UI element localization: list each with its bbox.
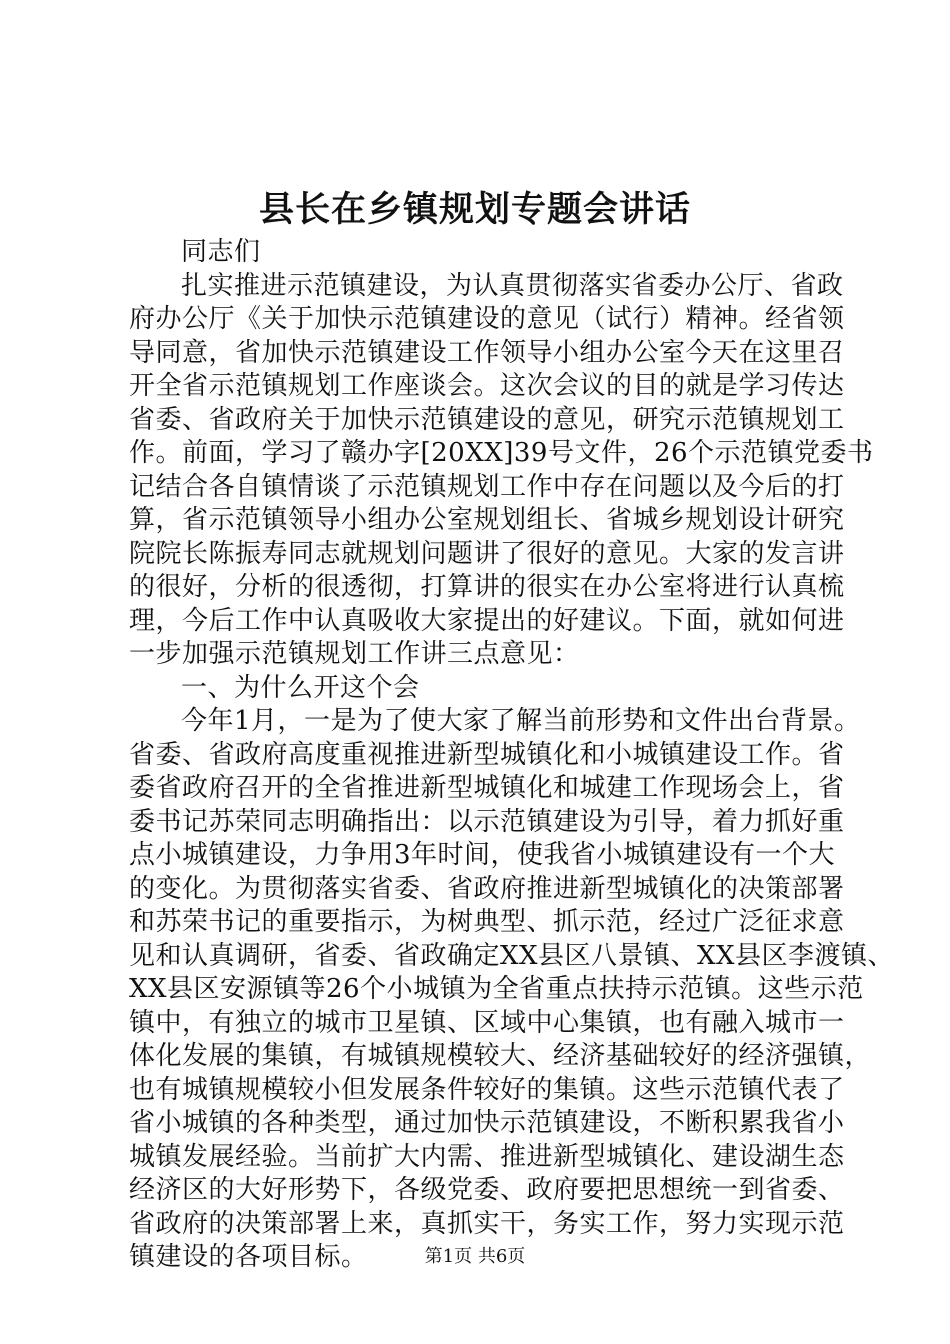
text-line: 的变化。为贯彻落实省委、省政府推进新型城镇化的决策部署	[129, 873, 845, 904]
text-line: 院院长陈振寿同志就规划问题讲了很好的意见。大家的发言讲	[129, 538, 845, 569]
text-line: 扎实推进示范镇建设，为认真贯彻落实省委办公厅、省政	[181, 270, 844, 301]
text-line: 府办公厅《关于加快示范镇建设的意见（试行）精神。经省领	[129, 304, 845, 334]
text-line: 理，今后工作中认真吸收大家提出的好建议。下面，就如何进	[129, 605, 845, 636]
text-line: 见和认真调研，省委、省政确定XX县区八景镇、XX县区李渡镇、	[129, 940, 895, 971]
text-line: 也有城镇规模较小但发展条件较好的集镇。这些示范镇代表了	[129, 1074, 845, 1105]
text-line: 省委、省政府高度重视推进新型城镇化和小城镇建设工作。省	[129, 739, 845, 770]
text-line: 记结合各自镇情谈了示范镇规划工作中存在问题以及今后的打	[129, 471, 845, 502]
text-line: 一、为什么开这个会	[181, 672, 420, 703]
text-line: 导同意，省加快示范镇建设工作领导小组办公室今天在这里召	[129, 337, 845, 368]
text-line: 一步加强示范镇规划工作讲三点意见：	[129, 639, 580, 669]
text-line: 省政府的决策部署上来，真抓实干，务实工作，努力实现示范	[129, 1208, 845, 1239]
text-line: 和苏荣书记的重要指示，为树典型、抓示范，经过广泛征求意	[129, 907, 845, 937]
text-line: 的很好，分析的很透彻，打算讲的很实在办公室将进行认真梳	[129, 572, 845, 602]
text-line: 镇中，有独立的城市卫星镇、区域中心集镇，也有融入城市一	[129, 1007, 845, 1038]
text-line: 委省政府召开的全省推进新型城镇化和城建工作现场会上，省	[129, 773, 845, 803]
text-line: 省小城镇的各种类型，通过加快示范镇建设，不断积累我省小	[129, 1108, 845, 1138]
text-line: 委书记苏荣同志明确指出：以示范镇建设为引导，着力抓好重	[129, 806, 845, 837]
text-line: 经济区的大好形势下，各级党委、政府要把思想统一到省委、	[129, 1175, 845, 1205]
text-line: XX县区安源镇等26个小城镇为全省重点扶持示范镇。这些示范	[129, 974, 864, 1004]
text-line: 今年1月，一是为了使大家了解当前形势和文件出台背景。	[181, 706, 861, 736]
text-line: 城镇发展经验。当前扩大内需、推进新型城镇化、建设湖生态	[129, 1141, 845, 1172]
document-body	[129, 236, 895, 1275]
text-line: 同志们	[181, 237, 261, 267]
text-line: 作。前面，学习了赣办字[20XX]39号文件，26个示范镇党委书	[129, 438, 874, 468]
text-line: 算，省示范镇领导小组办公室规划组长、省城乡规划设计研究	[129, 505, 845, 535]
text-line: 体化发展的集镇，有城镇规模较大、经济基础较好的经济强镇，	[129, 1041, 872, 1071]
text-line: 省委、省政府关于加快示范镇建设的意见，研究示范镇规划工	[129, 404, 845, 435]
page-footer: 第1页 共6页	[424, 1246, 526, 1267]
document-title: 县长在乡镇规划专题会讲话	[258, 189, 691, 230]
text-line: 开全省示范镇规划工作座谈会。这次会议的目的就是学习传达	[129, 371, 845, 401]
text-line: 点小城镇建设，力争用3年时间，使我省小城镇建设有一个大	[129, 840, 836, 870]
text-line: 镇建设的各项目标。	[129, 1242, 368, 1272]
